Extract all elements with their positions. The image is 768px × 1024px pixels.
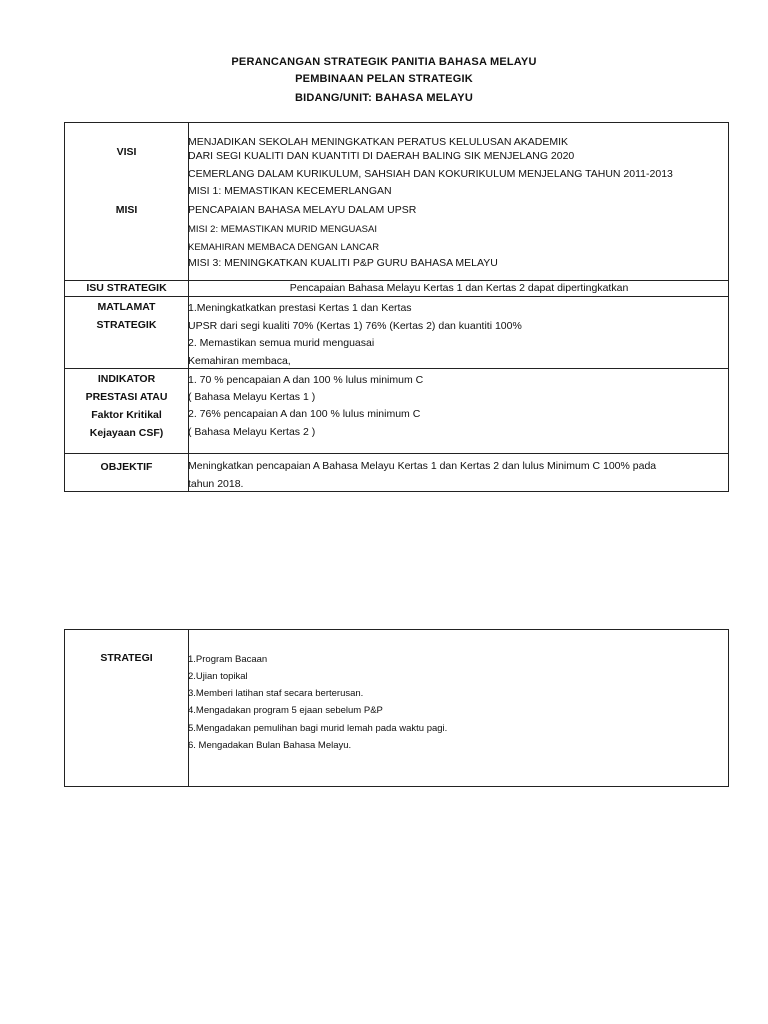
objektif-label: OBJEKTIF [100,461,153,473]
indikator-line: ( Bahasa Melayu Kertas 2 ) [188,426,316,438]
row-divider [65,296,728,297]
document-subtitle: PEMBINAAN PELAN STRATEGIK [295,73,473,85]
indikator-label: Faktor Kritikal [91,409,162,421]
misi-line: MISI 1: MEMASTIKAN KECEMERLANGAN [188,185,392,197]
isu-strategik-label: ISU STRATEGIK [86,282,167,294]
matlamat-label: STRATEGIK [96,319,157,331]
indikator-label: Kejayaan CSF) [89,427,164,439]
matlamat-line: UPSR dari segi kualiti 70% (Kertas 1) 76% (Kertas 2) dan kuantiti 100% [188,320,522,332]
strategi-item: 2.Ujian topikal [188,671,248,682]
row-divider [65,453,728,454]
document-title: PERANCANGAN STRATEGIK PANITIA BAHASA MELAYU [231,56,537,68]
matlamat-line: 1.Meningkatkatkan prestasi Kertas 1 dan Kertas [188,302,412,314]
objektif-line: Meningkatkan pencapaian A Bahasa Melayu Kertas 1 dan Kertas 2 dan lulus Minimum C 100% pada [188,460,657,472]
matlamat-line: Kemahiran membaca, [188,355,291,367]
misi-line: MISI 2: MEMASTIKAN MURID MENGUASAI [188,224,377,235]
isu-strategik-text: Pencapaian Bahasa Melayu Kertas 1 dan Kertas 2 dapat dipertingkatkan [289,282,629,294]
strategi-table [64,629,729,787]
misi-line: KEMAHIRAN MEMBACA DENGAN LANCAR [188,242,380,253]
matlamat-label: MATLAMAT [97,301,156,313]
strategi-item: 5.Mengadakan pemulihan bagi murid lemah pada waktu pagi. [188,723,448,734]
strategi-label: STRATEGI [100,652,153,664]
strategi-item: 1.Program Bacaan [188,654,268,665]
row-divider [65,368,728,369]
visi-line: MENJADIKAN SEKOLAH MENINGKATKAN PERATUS KELULUSAN AKADEMIK [188,136,569,148]
indikator-label: INDIKATOR [97,373,156,385]
strategic-plan-table [64,122,729,492]
indikator-label: PRESTASI ATAU [85,391,168,403]
misi-line: PENCAPAIAN BAHASA MELAYU DALAM UPSR [188,204,417,216]
indikator-line: 1. 70 % pencapaian A dan 100 % lulus minimum C [188,374,424,386]
strategi-item: 6. Mengadakan Bulan Bahasa Melayu. [188,740,352,751]
document-unit: BIDANG/UNIT: BAHASA MELAYU [295,92,473,104]
misi-label: MISI [115,204,138,216]
strategi-item: 4.Mengadakan program 5 ejaan sebelum P&P [188,705,383,716]
indikator-line: 2. 76% pencapaian A dan 100 % lulus minimum C [188,408,421,420]
matlamat-line: 2. Memastikan semua murid menguasai [188,337,375,349]
visi-line: CEMERLANG DALAM KURIKULUM, SAHSIAH DAN KOKURIKULUM MENJELANG TAHUN 2011-2013 [188,168,673,180]
strategi-item: 3.Memberi latihan staf secara berterusan. [188,688,364,699]
indikator-line: ( Bahasa Melayu Kertas 1 ) [188,391,316,403]
visi-line: DARI SEGI KUALITI DAN KUANTITI DI DAERAH BALING SIK MENJELANG 2020 [188,150,575,162]
misi-line: MISI 3: MENINGKATKAN KUALITI P&P GURU BAHASA MELAYU [188,257,498,269]
objektif-line: tahun 2018. [188,478,244,490]
visi-label: VISI [116,146,137,158]
